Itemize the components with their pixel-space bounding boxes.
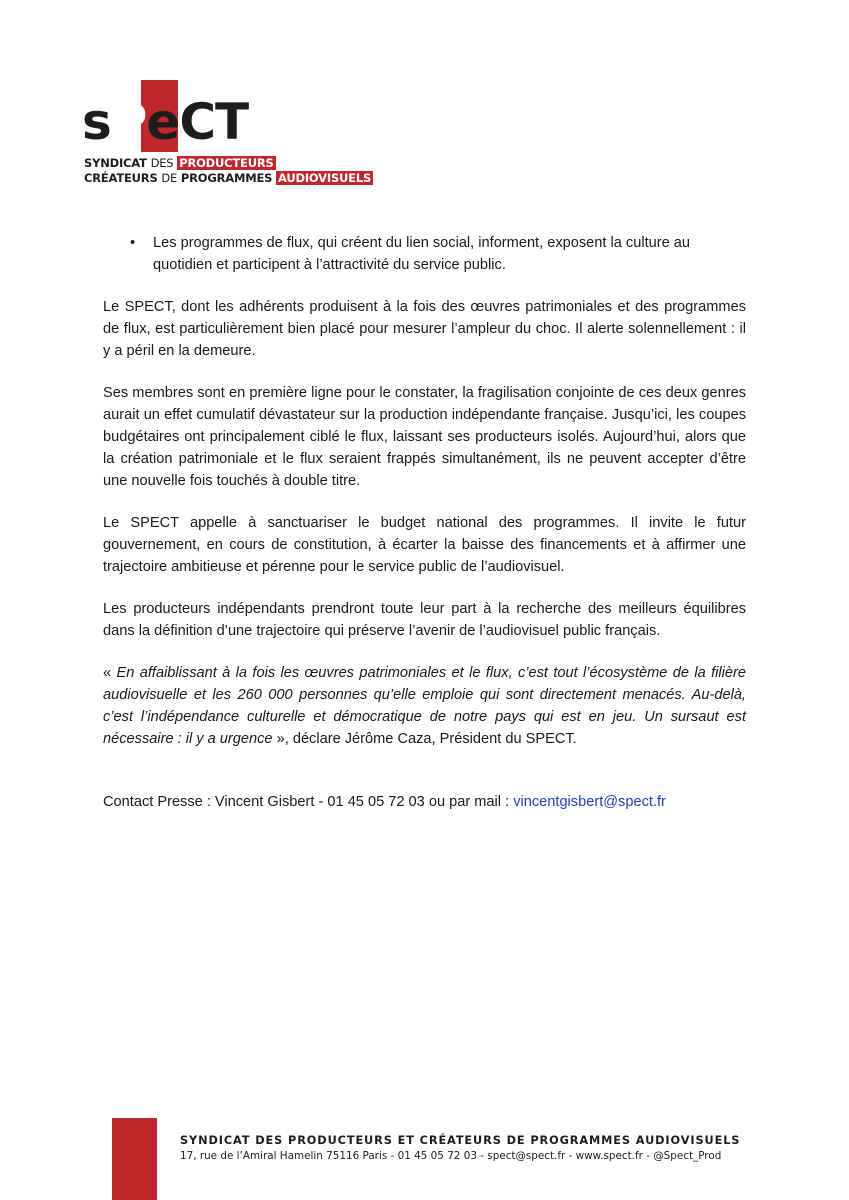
contact-label: Contact Presse : Vincent Gisbert - 01 45 05 72 03 ou par mail : bbox=[103, 794, 514, 810]
quote-italic-text: En affaiblissant à la fois les œuvres patrimoniales et le flux, c’est tout l’écosystème de la filière audiovisuelle et les 260 000 personnes qu’elle emploie qui sont directement menacés. Au-delà, c’est l’indépendance culturelle et démocratique de notre pays qui est en jeu. Un sursaut est nécessaire : il y a urgence bbox=[103, 665, 747, 747]
paragraph-4: Les producteurs indépendants prendront toute leur part à la recherche des meilleurs équilibres dans la définition d’une trajectoire qui préserve l’avenir de l’audiovisuel public français. bbox=[103, 601, 746, 639]
tagline-word: PROGRAMMES bbox=[180, 171, 273, 185]
spect-logo bbox=[82, 80, 372, 190]
tagline-word: CRÉATEURS bbox=[84, 171, 158, 185]
tagline-word: DE bbox=[161, 171, 178, 185]
tagline-highlight: AUDIOVISUELS bbox=[278, 171, 372, 185]
president-quote bbox=[103, 662, 746, 750]
logo-tagline-1 bbox=[84, 157, 276, 170]
tagline-word: DES bbox=[150, 156, 174, 170]
bullet-item bbox=[103, 232, 746, 276]
press-release-body bbox=[103, 232, 746, 770]
footer-red-bar bbox=[112, 1118, 157, 1200]
logo-wordmark bbox=[82, 94, 248, 150]
paragraph-1: Le SPECT, dont les adhérents produisent à la fois des œuvres patrimoniales et des programmes de flux, est particulièrement bien placé pour mesurer l’ampleur du choc. Il alerte solennellement : il y a péril en la demeure. bbox=[103, 299, 746, 359]
footer-address: 17, rue de l’Amiral Hamelin 75116 Paris - 01 45 05 72 03 - spect@spect.fr - www.spect.fr - @Spect_Prod bbox=[180, 1150, 722, 1162]
footer-title: SYNDICAT DES PRODUCTEURS ET CRÉATEURS DE PROGRAMMES AUDIOVISUELS bbox=[180, 1134, 741, 1147]
bullet-dot: • bbox=[130, 235, 136, 251]
logo-letter-p: P bbox=[110, 93, 147, 151]
contact-email-link[interactable]: vincentgisbert@spect.fr bbox=[513, 794, 666, 810]
logo-letters-ect: eCT bbox=[146, 93, 249, 151]
bullet-text: Les programmes de flux, qui créent du lien social, informent, exposent la culture au quotidien et participent à l’attractivité du service public. bbox=[153, 235, 691, 273]
tagline-word: SYNDICAT bbox=[84, 156, 147, 170]
logo-letter-s: s bbox=[82, 93, 111, 151]
paragraph-3: Le SPECT appelle à sanctuariser le budget national des programmes. Il invite le futur gouvernement, en cours de constitution, à écarter la baisse des financements et à affirmer une trajectoire ambitieuse et pérenne pour le service public de l’audiovisuel. bbox=[103, 515, 746, 575]
press-contact bbox=[103, 791, 666, 813]
tagline-highlight: PRODUCTEURS bbox=[179, 156, 274, 170]
logo-tagline-2 bbox=[84, 172, 373, 185]
paragraph-2: Ses membres sont en première ligne pour le constater, la fragilisation conjointe de ces deux genres aurait un effet cumulatif dévastateur sur la production indépendante française. Jusqu’ici, les coupes budgétaires ont principalement ciblé le flux, laissant ses producteurs isolés. Aujourd’hui, alors que la création patrimoniale et le flux seraient frappés simultanément, ils ne peuvent accepter d’être une nouvelle fois touchés à double titre. bbox=[103, 385, 746, 489]
quote-open: « bbox=[103, 665, 117, 681]
quote-attribution: », déclare Jérôme Caza, Président du SPECT. bbox=[272, 731, 577, 747]
